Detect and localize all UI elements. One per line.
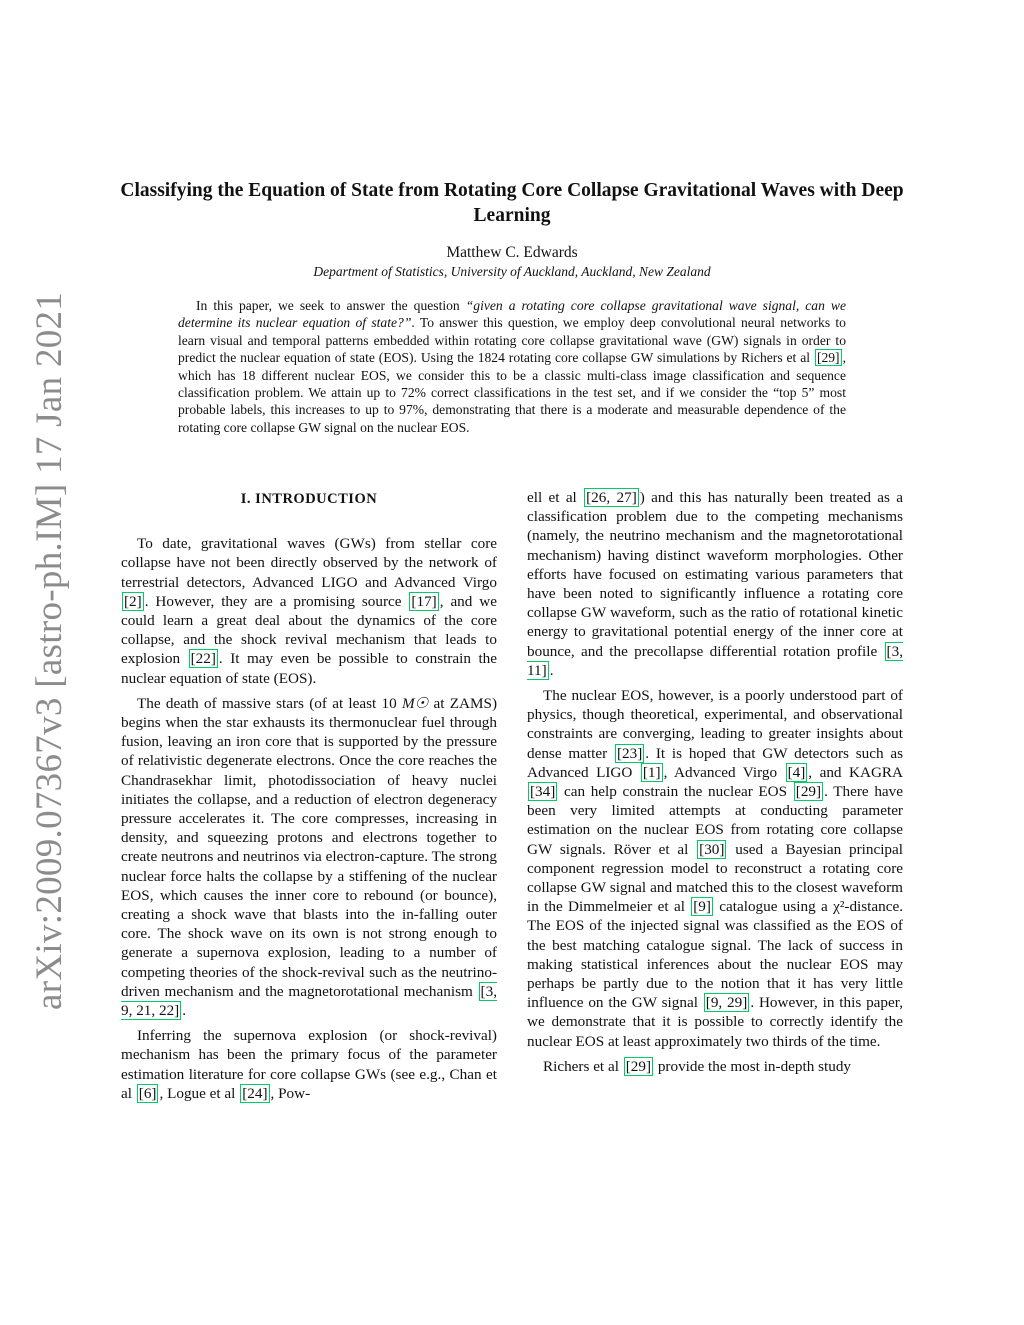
paper-title: Classifying the Equation of State from Rotating Core Collapse Gravitational Waves with Deep Learning [120, 180, 904, 226]
body-text: , and KAGRA [808, 763, 904, 781]
author-name: Matthew C. Edwards [446, 244, 578, 261]
intro-paragraph [527, 686, 903, 1051]
body-text: , Advanced Virgo [663, 763, 785, 781]
intro-paragraph [121, 534, 497, 688]
body-text: . There have been very limited attempts at conducting parameter estimation on the nuclear EOS from rotating core collapse GW signals. Röver et al [527, 783, 903, 858]
body-text: . However, in this paper, we demonstrate that it is possible to correctly identify the nuclear EOS at least approximately two thirds of the time. [527, 994, 903, 1050]
citation-link[interactable]: [22] [190, 650, 216, 668]
body-text: provide the most in-depth study [654, 1057, 852, 1075]
body-text: . However, they are a promising source [144, 592, 409, 610]
intro-paragraph [121, 694, 497, 1020]
intro-paragraph [121, 1026, 497, 1103]
body-text: Richers et al [543, 1057, 623, 1075]
author-affiliation: Department of Statistics, University of Auckland, Auckland, New Zealand [313, 264, 711, 279]
body-text: can help constrain the nuclear EOS [558, 783, 793, 801]
abstract-text: In this paper, we seek to answer the question [196, 298, 466, 313]
body-text: at ZAMS) begins when the star exhausts its thermonuclear fuel through fusion, leaving an iron core that is supported by the pressure of relativistic degenerate electrons. Once the core reaches the Chandrasekhar limit, photodissociation of heavy nuclei initiates the collapse, and a reduction of electron degeneracy pressure accelerates it. The core compresses, increasing in density, and squeezing protons and electrons together to create neutrons and neutrinos via electron-capture. The strong nuclear force halts the collapse by a stiffening of the nuclear EOS, which causes the inner core to rebound (or bounce), creating a shock wave that blasts into the in-falling outer core. The shock wave on its own is not strong enough to generate a supernova explosion, leading to a number of competing theories of the shock-revival such as the neutrino-driven mechanism and the magnetorotational mechanism [121, 694, 498, 1000]
solar-mass-symbol: M☉ [401, 694, 429, 712]
citation-link[interactable]: [4] [787, 763, 806, 781]
citation-link[interactable]: [2] [124, 592, 142, 610]
citation-link[interactable]: [29] [625, 1057, 652, 1075]
abstract-paragraph [178, 297, 846, 436]
body-text: . It is hoped that GW detectors such as Advanced LIGO [527, 744, 903, 781]
citation-link[interactable]: [26, 27] [586, 489, 637, 506]
citation-link[interactable]: [29] [816, 350, 840, 366]
abstract-text: , which has 18 different nuclear EOS, we consider this to be a classic multi-class image classification and sequence classification problem. We attain up to 72% correct classifications in the test set, and if we consider the “top 5” most probable labels, this increases to up to 97%, demonstrating that there is a moderate and measurable dependence of the rotating core collapse GW signal on the nuclear EOS. [178, 350, 846, 435]
body-text: Inferring the supernova explosion (or shock-revival) mechanism has been the primary focus of the parameter estimation literature for core collapse GWs (see e.g., Chan et al [121, 1027, 497, 1102]
left-column [121, 488, 497, 1109]
citation-link[interactable]: [6] [138, 1084, 157, 1102]
citation-link[interactable]: [23] [616, 744, 643, 762]
citation-link[interactable]: [3, 9, 21, 22] [121, 982, 497, 1020]
body-text: used a Bayesian principal component regression model to reconstruct a rotating core collapse GW signal and matched this to the closest waveform in the Dimmelmeier et al [527, 840, 903, 916]
body-text: To date, gravitational waves (GWs) from stellar core collapse have not been directly observed by the network of terrestrial detectors, Advanced LIGO and Advanced Virgo [121, 535, 497, 591]
section-heading-introduction: I. INTRODUCTION [240, 491, 378, 507]
body-text: ) and this has naturally been treated as a classification problem due to the competing mechanisms (namely, the neutrino mechanism and the magnetorotational mechanism) having distinct waveform morphologies. Other efforts have focused on estimating various parameters that have been noted to significantly influence a rotating core collapse GW waveform, such as the ratio of rotational kinetic energy to gravitational potential energy of the inner core at bounce, and the precollapse differential rotation profile [527, 489, 904, 660]
body-text: ell et al [527, 489, 584, 506]
citation-link[interactable]: [9] [693, 898, 711, 916]
citation-link[interactable]: [1] [642, 763, 661, 781]
body-text: The nuclear EOS, however, is a poorly understood part of physics, though theoretical, experimental, and observational constraints are converging, leading to greater insights about dense matter [527, 687, 903, 762]
body-text: catalogue using a χ²-distance. The EOS of the injected signal was classified as the EOS of the best matching catalogue signal. The lack of success in making statistical inferences about the nuclear EOS may perhaps be partly due to the notion that it has very little influence on the GW signal [527, 898, 903, 1012]
abstract [178, 297, 846, 436]
citation-link[interactable]: [17] [411, 592, 437, 610]
citation-link[interactable]: [30] [699, 840, 725, 858]
body-text: , Pow- [270, 1084, 311, 1102]
right-column [527, 488, 903, 1082]
body-text: , and we could learn a great deal about the dynamics of the core collapse, and the shock revival mechanism that leads to explosion [121, 592, 497, 668]
abstract-question-quote: “given a rotating core collapse gravitational wave signal, can we determine its nuclear equation of state?” [178, 298, 847, 331]
body-text: The death of massive stars (of at least 10 [137, 694, 402, 712]
body-text: , Logue et al [159, 1084, 240, 1102]
body-text: . [182, 1002, 187, 1020]
citation-link[interactable]: [9, 29] [705, 994, 748, 1012]
intro-paragraph [527, 1057, 903, 1076]
citation-link[interactable]: [34] [530, 783, 556, 801]
body-text: . [549, 661, 554, 679]
citation-link[interactable]: [3, 11] [527, 642, 903, 679]
intro-paragraph [527, 488, 903, 680]
arxiv-identifier-stamp: arXiv:2009.07367v3 [astro-ph.IM] 17 Jan 2021 [29, 291, 70, 1010]
body-text: . It may even be possible to constrain the nuclear equation of state (EOS). [121, 650, 498, 687]
citation-link[interactable]: [24] [242, 1084, 268, 1102]
citation-link[interactable]: [29] [795, 783, 822, 801]
abstract-text: . To answer this question, we employ deep convolutional neural networks to learn visual and temporal patterns embedded within rotating core collapse gravitational wave (GW) signals in order to predict the nuclear equation of state (EOS). Using the 1824 rotating core collapse GW simulations by Richers et al [178, 315, 846, 366]
